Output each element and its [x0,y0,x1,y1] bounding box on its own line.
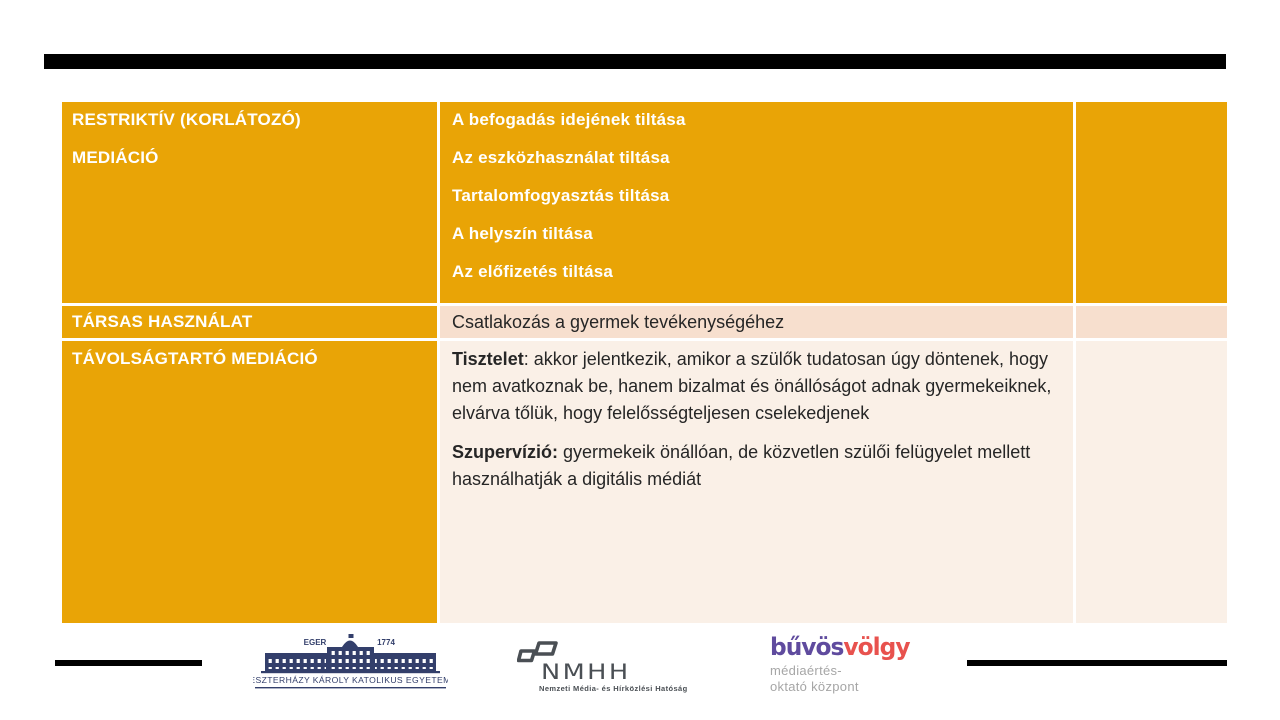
restrictive-label-line1: RESTRIKTÍV (KORLÁTOZÓ) [72,110,301,129]
distant-label: TÁVOLSÁGTARTÓ MEDIÁCIÓ [72,349,318,368]
buvosvolgy-tagline [770,663,920,695]
social-label: TÁRSAS HASZNÁLAT [72,312,253,331]
restriction-item: Tartalomfogyasztás tiltása [452,186,670,205]
respect-lead: Tisztelet [452,349,524,369]
respect-rest: : akkor jelentkezik, amikor a szülők tudatosan úgy döntenek, hogy nem avatkoznak be, hanem bizalmat és önállóságot adnak gyermekeiknek, elvárva tőlük, hogy felelősségteljesen cselekedjenek [452,349,1052,423]
nmhh-tagline: Nemzeti Média- és Hírközlési Hatóság [539,684,688,693]
distant-paragraph-supervision [452,439,1059,493]
restriction-item: A befogadás idejének tiltása [452,110,686,129]
restriction-item: Az előfizetés tiltása [452,262,614,281]
table-cell-distant-label [62,341,437,623]
table-cell-restrictive-label [62,102,437,303]
university-logo [253,633,448,691]
mediation-table [62,102,1227,623]
nmhh-logo [513,640,688,692]
distant-paragraph-respect [452,346,1059,427]
table-cell-social-text [440,306,1073,338]
buvosvolgy-logo [770,634,920,692]
university-year-text: 1774 [377,638,395,647]
university-building-icon [253,633,448,691]
buvosvolgy-tagline-line1: médiaértés- [770,663,842,678]
buvosvolgy-tagline-line2: oktató központ [770,679,859,694]
table-cell-restrictive-items [440,102,1073,303]
buvosvolgy-wordmark [770,634,916,660]
supervision-rest: gyermekeik önállóan, de közvetlen szülői felügyelet mellett használhatják a digitális médiát [452,442,1031,489]
restriction-item: A helyszín tiltása [452,224,593,243]
university-eger-text: EGER [303,638,327,647]
top-divider-bar [44,54,1226,69]
table-cell-social-label [62,306,437,338]
buvosvolgy-word-part2: völgy [843,633,910,661]
table-cell-row1-empty [1076,102,1227,303]
table-cell-row3-empty [1076,341,1227,623]
university-name-text: ESZTERHÁZY KÁROLY KATOLIKUS EGYETEM [253,675,448,685]
restrictive-label-line2: MEDIÁCIÓ [72,148,159,167]
footer-left-rule [55,660,202,666]
nmhh-acronym: NMHH [541,660,631,684]
buvosvolgy-word-part1: bűvös [770,633,844,661]
supervision-lead: Szupervízió: [452,442,559,462]
footer-right-rule [967,660,1227,666]
restriction-item: Az eszközhasználat tiltása [452,148,670,167]
social-text: Csatlakozás a gyermek tevékenységéhez [452,311,785,332]
table-cell-distant-text [440,341,1073,623]
table-cell-row2-empty [1076,306,1227,338]
